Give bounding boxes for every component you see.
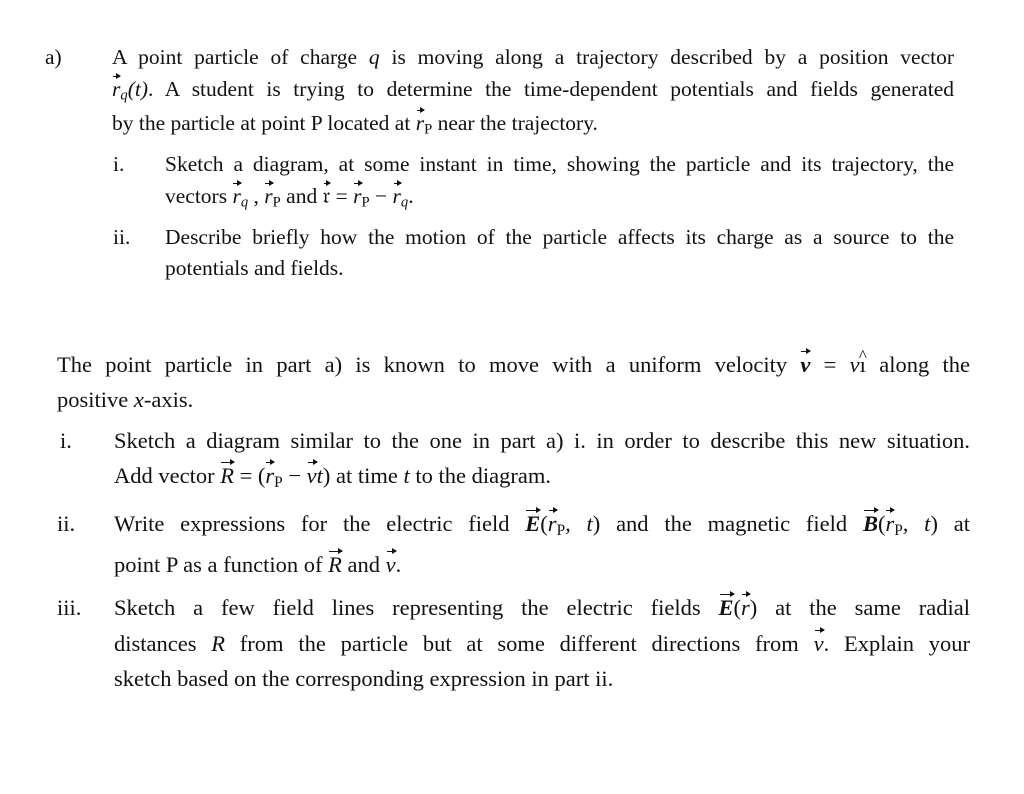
- part-a-intro-line1: A point particle of charge q is moving along a trajectory described by a position vector: [112, 45, 954, 69]
- part-b-iii-line1: Sketch a few field lines representing the electric fields E(r) at the same radial: [114, 591, 970, 624]
- part-b-i-line1: Sketch a diagram similar to the one in part a) i. in order to describe this new situation.: [114, 428, 970, 453]
- part-b-iii-line3: sketch based on the corresponding expression in part ii.: [114, 666, 614, 691]
- part-b-ii-label: ii.: [57, 511, 76, 536]
- part-a-i-line1: Sketch a diagram, at some instant in time, showing the particle and its trajectory, the: [165, 152, 954, 176]
- part-a-ii-line2: potentials and fields.: [165, 256, 344, 280]
- part-b-iii-line2: distances R from the particle but at some different directions from v. Explain your: [114, 627, 970, 660]
- part-a-label: a): [45, 45, 62, 69]
- part-a-intro-line2: $r_q(t)$. A student is trying to determine the time-dependent potentials and fields generated: [112, 73, 954, 113]
- part-b-i-label: i.: [60, 428, 72, 453]
- part-b-intro-line2: positive x-axis.: [57, 387, 194, 412]
- part-b-intro-line1: The point particle in part a) is known to move with a uniform velocity v = vı ^ along the: [57, 348, 970, 381]
- part-a-ii-label: ii.: [113, 225, 131, 249]
- part-a-ii-line1: Describe briefly how the motion of the particle affects its charge as a source to the: [165, 225, 954, 249]
- part-b-ii-line1: Write expressions for the electric field $E(r_P$, t) and the magnetic field $B(r_P$, t) at: [114, 507, 970, 547]
- part-b-ii-line2: point P as a function of R and v.: [114, 548, 401, 581]
- part-b-iii-label: iii.: [57, 595, 82, 620]
- part-a-intro-line3: by the particle at point P located at $r_P$ near the trajectory.: [112, 107, 598, 147]
- part-a-i-label: i.: [113, 152, 125, 176]
- part-b-i-line2: Add vector $R = (r_P - vt)$ at time t to the diagram.: [114, 459, 551, 499]
- part-a-i-line2: vectors $r_q$ , $r_P$ and 𝔯 = $r_P - r_q$.: [165, 180, 414, 220]
